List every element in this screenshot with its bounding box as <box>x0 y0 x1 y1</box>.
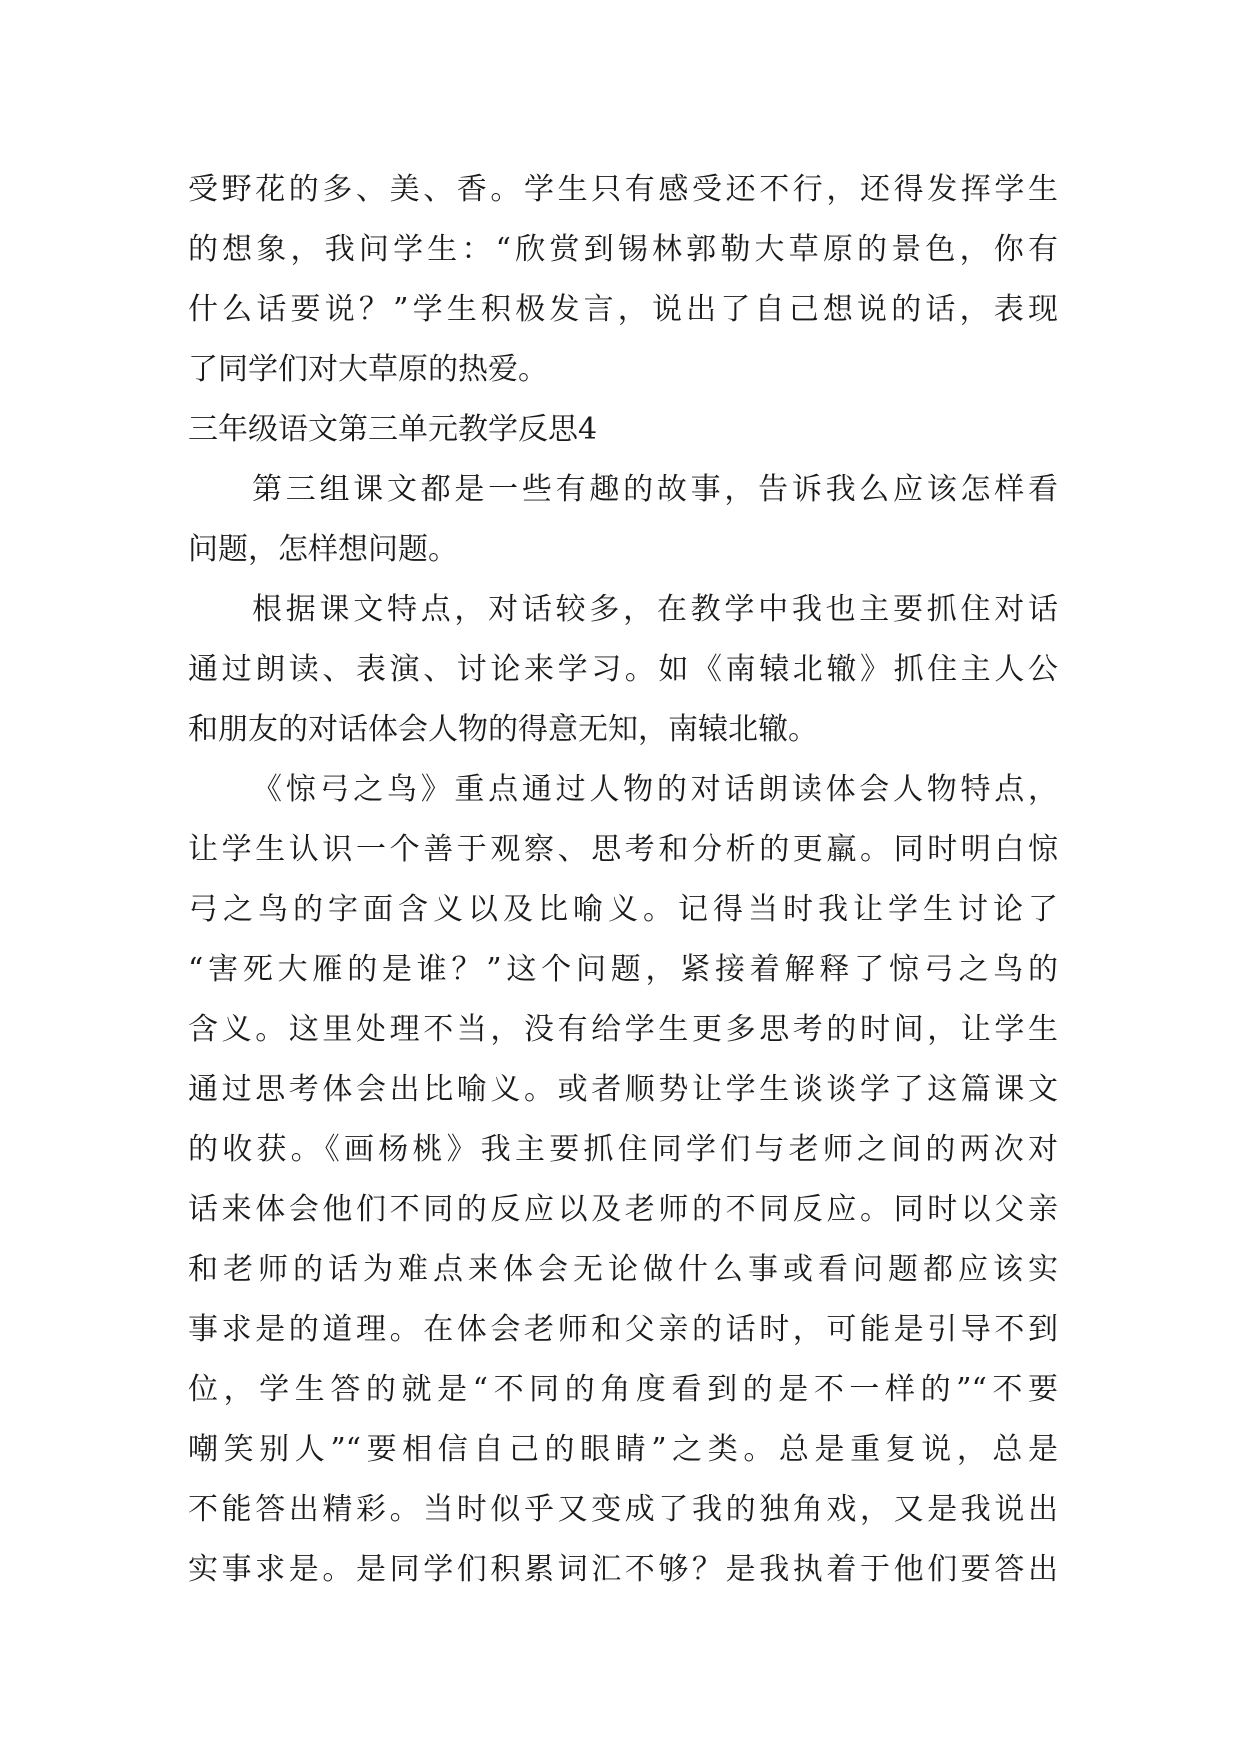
text-line: 问题，怎样想问题。 <box>188 532 458 567</box>
text-line: 含义。这里处理不当，没有给学生更多思考的时间，让学生 <box>188 1012 1058 1047</box>
text-line: 嘲笑别人”“要相信自己的眼睛”之类。总是重复说，总是 <box>188 1432 1058 1467</box>
text-line: 事求是的道理。在体会老师和父亲的话时，可能是引导不到 <box>188 1312 1058 1347</box>
text-line: 了同学们对大草原的热爱。 <box>188 352 548 387</box>
section-title: 三年级语文第三单元教学反思4 <box>188 412 598 447</box>
text-line: 位，学生答的就是“不同的角度看到的是不一样的”“不要 <box>188 1372 1058 1407</box>
text-line: 和朋友的对话体会人物的得意无知，南辕北辙。 <box>188 712 818 747</box>
text-line: 受野花的多、美、香。学生只有感受还不行，还得发挥学生 <box>188 172 1058 207</box>
paragraph-3 <box>188 760 1058 1600</box>
text-line: 第三组课文都是一些有趣的故事，告诉我么应该怎样看 <box>252 472 1058 507</box>
text-line: 通过朗读、表演、讨论来学习。如《南辕北辙》抓住主人公 <box>188 652 1058 687</box>
text-line: “害死大雁的是谁？”这个问题，紧接着解释了惊弓之鸟的 <box>188 952 1058 987</box>
continuation-paragraph <box>188 160 1058 400</box>
paragraph-1 <box>188 460 1058 580</box>
text-line: 根据课文特点，对话较多，在教学中我也主要抓住对话 <box>252 592 1058 627</box>
text-line: 和老师的话为难点来体会无论做什么事或看问题都应该实 <box>188 1252 1058 1287</box>
text-line: 话来体会他们不同的反应以及老师的不同反应。同时以父亲 <box>188 1192 1058 1227</box>
text-line: 让学生认识一个善于观察、思考和分析的更羸。同时明白惊 <box>188 832 1058 867</box>
text-line: 的想象，我问学生：“欣赏到锡林郭勒大草原的景色，你有 <box>188 232 1058 267</box>
text-line: 的收获。《画杨桃》我主要抓住同学们与老师之间的两次对 <box>188 1132 1058 1167</box>
text-line: 不能答出精彩。当时似乎又变成了我的独角戏，又是我说出 <box>188 1492 1058 1527</box>
document-page <box>188 160 1058 1600</box>
text-line: 什么话要说？”学生积极发言，说出了自己想说的话，表现 <box>188 292 1058 327</box>
text-line: 通过思考体会出比喻义。或者顺势让学生谈谈学了这篇课文 <box>188 1072 1058 1107</box>
text-line: 实事求是。是同学们积累词汇不够？是我执着于他们要答出 <box>188 1552 1058 1587</box>
text-line: 《惊弓之鸟》重点通过人物的对话朗读体会人物特点， <box>252 772 1058 807</box>
text-line: 弓之鸟的字面含义以及比喻义。记得当时我让学生讨论了 <box>188 892 1058 927</box>
paragraph-2 <box>188 580 1058 760</box>
